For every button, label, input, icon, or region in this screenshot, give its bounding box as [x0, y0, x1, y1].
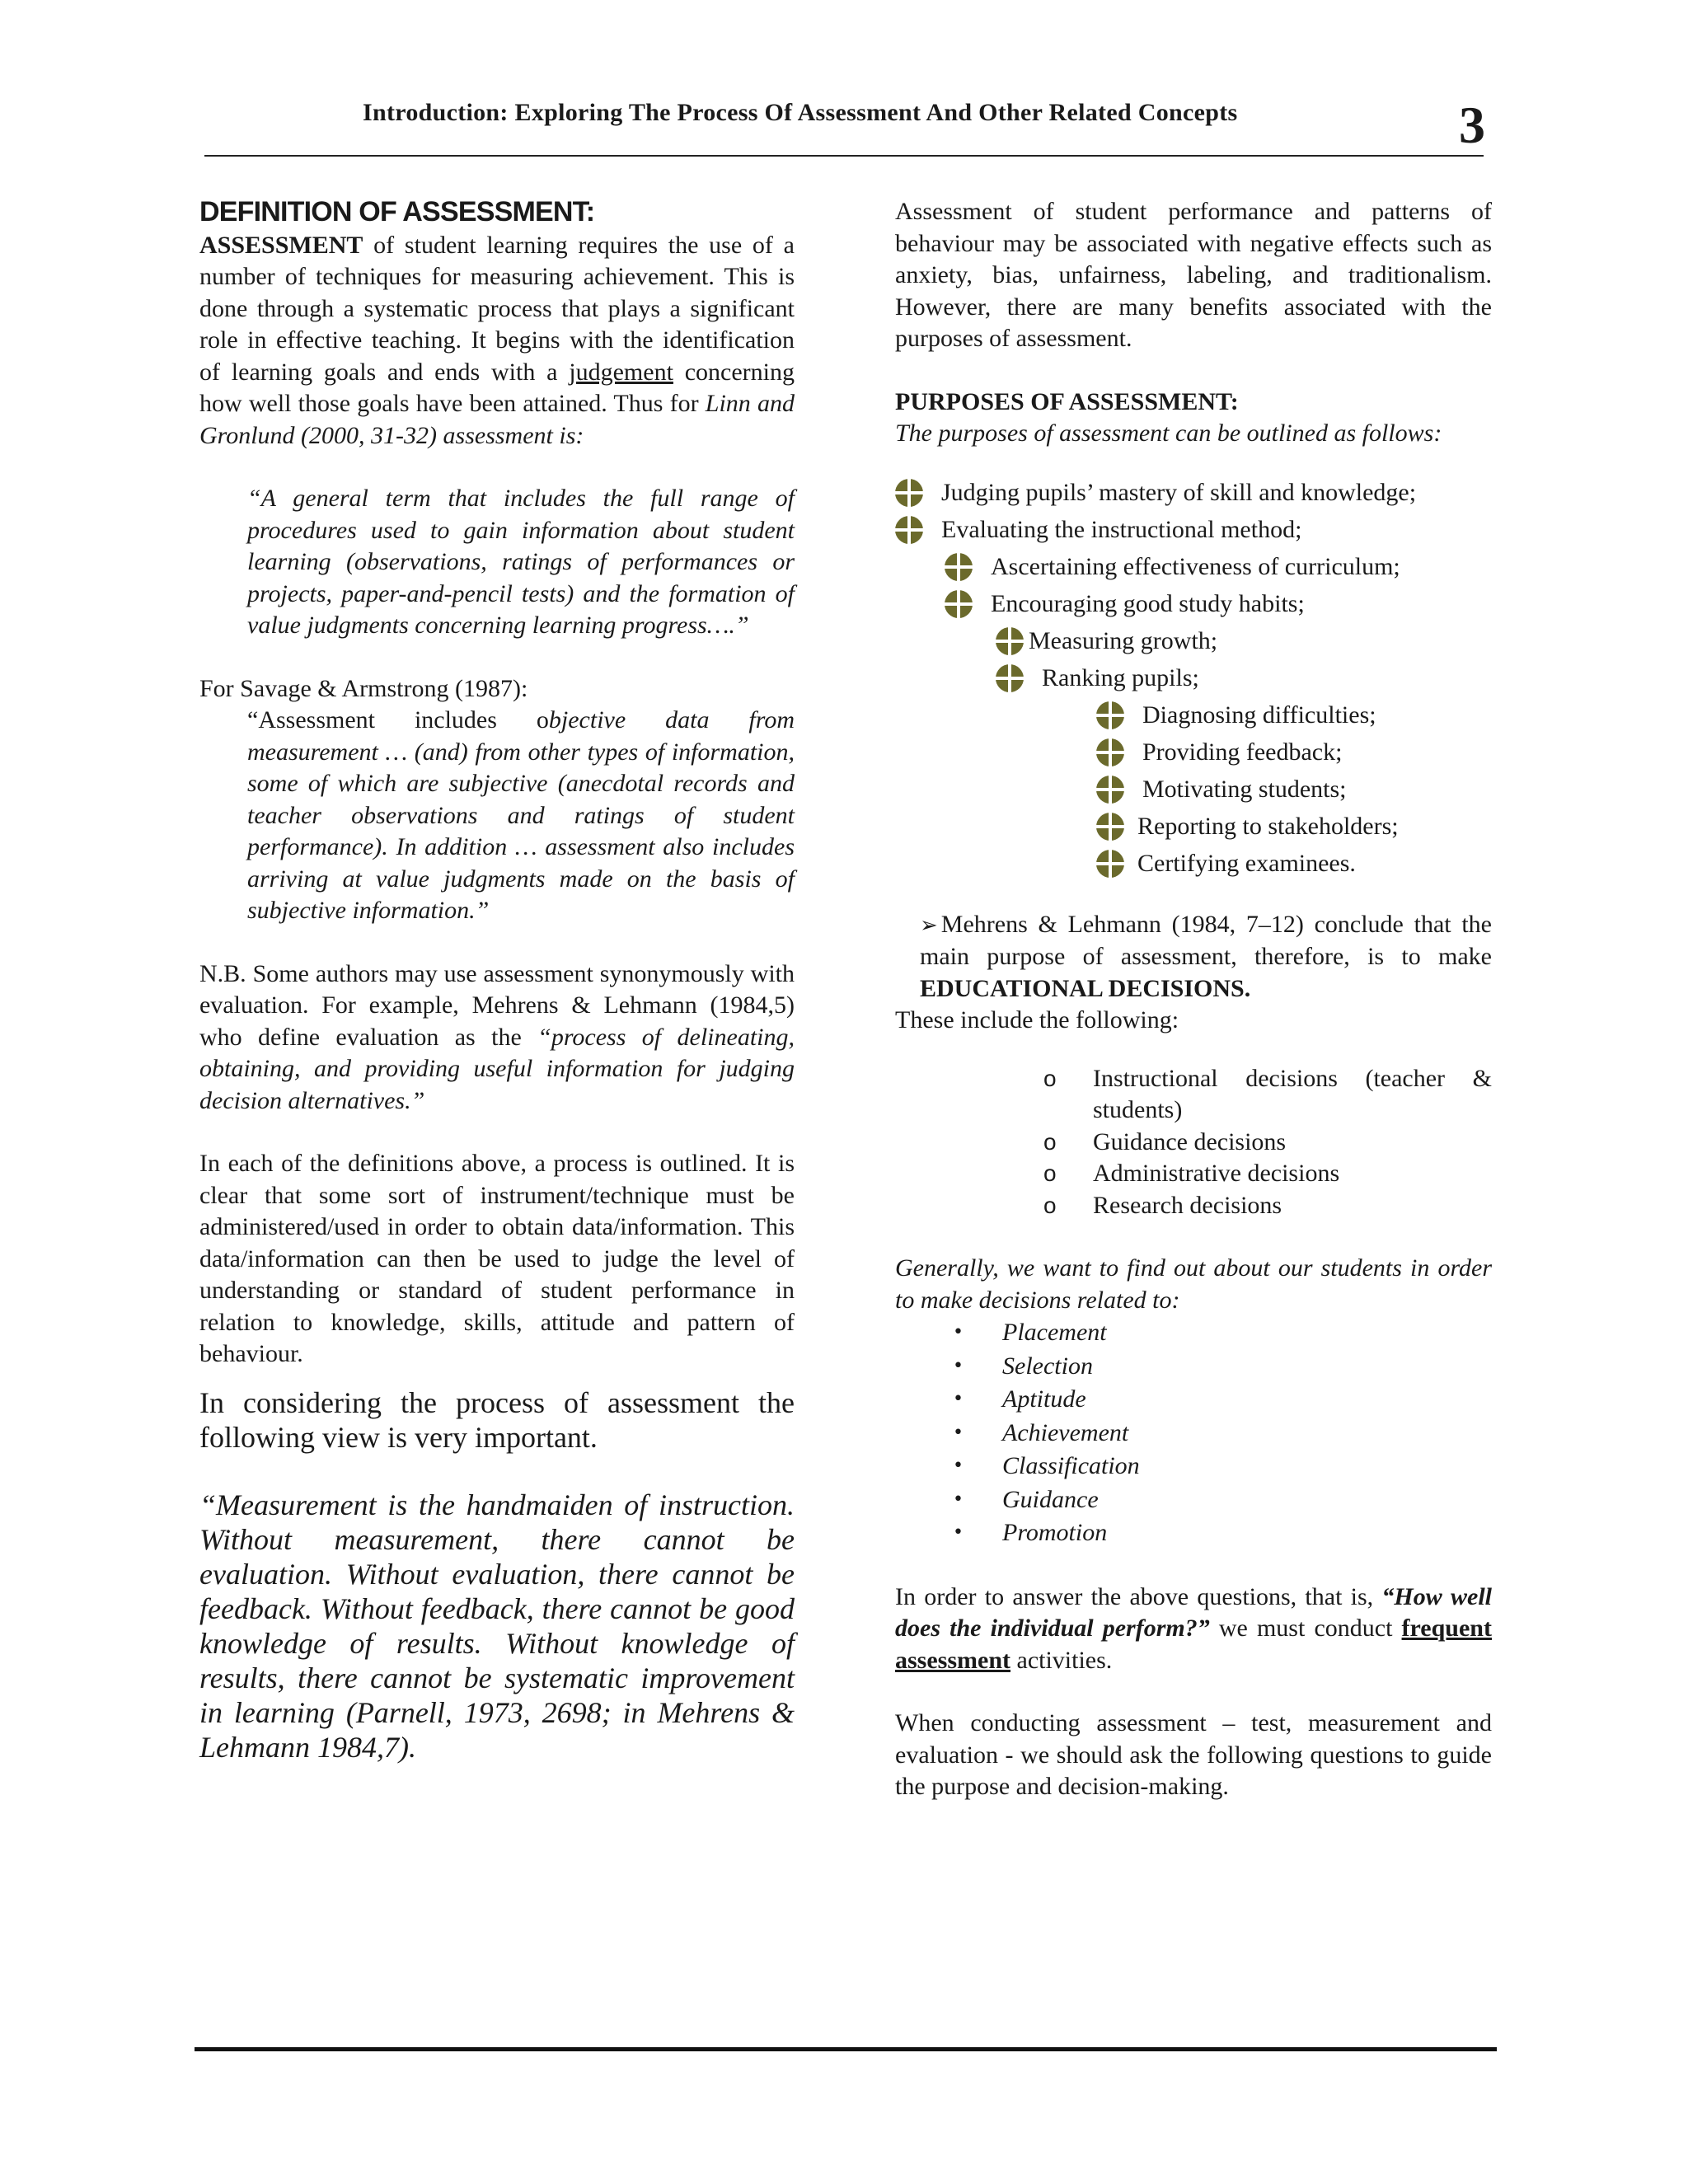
list-item	[945, 586, 1492, 623]
list-item	[1096, 808, 1492, 846]
dot-bullet-icon: •	[953, 1422, 964, 1443]
answer-text: In order to answer the above questions, that is,	[895, 1582, 1382, 1610]
purpose-text: Certifying examinees.	[1137, 849, 1356, 877]
clover-bullet-icon	[895, 516, 923, 544]
dot-bullet-icon: •	[953, 1488, 964, 1510]
list-item	[945, 549, 1492, 586]
definition-text-2: concerning how well those goals have been attained. Thus for	[199, 358, 795, 417]
list-item	[953, 1450, 1492, 1483]
list-item	[953, 1383, 1492, 1417]
answer-paragraph	[895, 1582, 1492, 1677]
measurement-quote: “Measurement is the handmaiden of instruction. Without measurement, there cannot be evaluation. Without evaluation, there cannot be feedback. Without feedback, there cannot be good knowledge of results. Without knowledge of results, there cannot be systematic improvement in learning (Parnell, 1973, 2698; in Mehrens & Lehmann 1984,7).	[199, 1488, 795, 1764]
list-item	[1096, 771, 1492, 808]
left-column	[199, 196, 795, 1765]
purposes-list	[895, 475, 1492, 883]
considering-paragraph: In considering the process of assessment the following view is very important.	[199, 1385, 795, 1454]
dot-bullet-icon: •	[953, 1389, 964, 1409]
educational-decisions: EDUCATIONAL DECISIONS.	[920, 974, 1251, 1002]
circle-bullet-icon: o	[1043, 1128, 1057, 1155]
linn-citation: Linn and Gronlund (2000, 31-32) assessment is:	[199, 390, 795, 449]
purpose-text: Ranking pupils;	[1042, 663, 1199, 691]
savage-intro: For Savage & Armstrong (1987):	[199, 674, 528, 702]
clover-bullet-icon	[1096, 701, 1124, 729]
purpose-text: Providing feedback;	[1142, 738, 1343, 766]
list-item	[953, 1316, 1492, 1350]
clover-bullet-icon	[1096, 738, 1124, 766]
conducting-paragraph: When conducting assessment – test, measurement and evaluation - we should ask the following questions to guide the purpose and decision-making.	[895, 1709, 1492, 1800]
include-text: These include the following:	[895, 1006, 1179, 1033]
definition-text: of student learning requires the use of a number of techniques for measuring achievement. This is done through a systematic process that plays a significant role in effective teaching. It begins with the identification of learning goals and ends with a	[199, 231, 795, 386]
nb-definition-quote: “process of delineating, obtaining, and providing useful information for judging decision alternatives.”	[199, 1023, 795, 1114]
decision-text: Research decisions	[1093, 1191, 1282, 1219]
clover-bullet-icon	[895, 479, 923, 507]
savage-quote-body: bjective data from measurement … (and) from other types of information, some of which are subjective (anecdotal records and teacher observations and ratings of student performance). In addition … assessment also includes arriving at value judgments made on the basis of subjective information.”	[247, 706, 795, 924]
decision-text: Guidance decisions	[1093, 1127, 1287, 1155]
circle-bullet-icon: o	[1043, 1160, 1057, 1186]
area-text: Classification	[1002, 1452, 1140, 1479]
list-item	[895, 512, 1492, 549]
purpose-text: Evaluating the instructional method;	[941, 515, 1302, 543]
assessment-term: ASSESSMENT	[199, 231, 363, 259]
purpose-text: Encouraging good study habits;	[991, 589, 1305, 617]
list-item	[953, 1417, 1492, 1451]
page-number: 3	[1459, 96, 1485, 154]
list-item	[996, 660, 1492, 697]
negative-effects-paragraph: Assessment of student performance and patterns of behaviour may be associated with negative effects such as anxiety, bias, unfairness, labeling, and traditionalism. However, there are many benefits associated with the purposes of assessment.	[895, 198, 1492, 352]
area-text: Selection	[1002, 1352, 1093, 1380]
linn-quote: “A general term that includes the full range of procedures used to gain information about student learning (observations, ratings of performances or projects, paper-and-pencil tests) and the formation of value judgments concerning learning progress….”	[247, 485, 795, 639]
definition-paragraph	[199, 230, 795, 452]
definition-heading: DEFINITION OF ASSESSMENT:	[199, 196, 595, 227]
footer-rule	[195, 2047, 1497, 2051]
list-item	[1043, 1063, 1492, 1127]
purpose-text: Ascertaining effectiveness of curriculum;	[991, 552, 1400, 580]
list-item	[1096, 734, 1492, 771]
area-text: Placement	[1002, 1319, 1107, 1346]
dot-bullet-icon: •	[953, 1355, 964, 1376]
purpose-text: Reporting to stakeholders;	[1137, 812, 1399, 840]
clover-bullet-icon	[1096, 776, 1124, 804]
dot-bullet-icon: •	[953, 1522, 964, 1543]
purpose-text: Diagnosing difficulties;	[1142, 701, 1376, 729]
list-item	[953, 1483, 1492, 1517]
list-item	[1043, 1127, 1492, 1159]
savage-quote-start: “Assessment includes o	[247, 706, 549, 733]
area-text: Achievement	[1002, 1418, 1129, 1446]
judgement-term: judgement	[569, 358, 673, 386]
answer-text-3: activities.	[1010, 1646, 1113, 1674]
purpose-text: Motivating students;	[1142, 775, 1347, 803]
decision-types-list	[1043, 1063, 1492, 1222]
arrow-bullet-icon: ➢	[920, 912, 938, 938]
decision-text: Administrative decisions	[1093, 1160, 1340, 1187]
running-header-title: Introduction: Exploring The Process Of Assessment And Other Related Concepts	[363, 99, 1238, 126]
dot-bullet-icon: •	[953, 1455, 964, 1476]
decision-text: Instructional decisions (teacher & students)	[1093, 1064, 1492, 1123]
area-text: Guidance	[1002, 1485, 1099, 1513]
purposes-heading: PURPOSES OF ASSESSMENT:	[895, 387, 1239, 415]
clover-bullet-icon	[996, 627, 1024, 655]
circle-bullet-icon: o	[1043, 1192, 1057, 1218]
how-well-question: “How well does the individual perform?”	[895, 1582, 1492, 1642]
decision-areas-list	[953, 1316, 1492, 1550]
area-text: Aptitude	[1002, 1385, 1086, 1413]
nb-text: N.B. Some authors may use assessment synonymously with evaluation. For example, Mehrens & Lehmann (1984,5) who define evaluation as the	[199, 959, 795, 1051]
header-rule	[204, 155, 1484, 157]
area-text: Promotion	[1002, 1519, 1108, 1546]
purpose-text: Measuring growth;	[1029, 626, 1218, 654]
list-item	[1096, 846, 1492, 883]
frequent-assessment: frequent assessment	[895, 1615, 1492, 1674]
conclusion-paragraph	[920, 909, 1492, 1005]
answer-text-2: we must conduct	[1209, 1615, 1402, 1642]
list-item	[1096, 697, 1492, 734]
list-item	[1043, 1190, 1492, 1222]
circle-bullet-icon: o	[1043, 1065, 1057, 1091]
list-item	[996, 623, 1492, 660]
generally-paragraph: Generally, we want to find out about our students in order to make decisions related to:	[895, 1254, 1492, 1314]
clover-bullet-icon	[1096, 813, 1124, 841]
clover-bullet-icon	[945, 590, 973, 618]
dot-bullet-icon: •	[953, 1322, 964, 1343]
conclusion-text: Mehrens & Lehmann (1984, 7–12) conclude that the main purpose of assessment, therefore, is to make	[920, 910, 1492, 970]
list-item	[895, 475, 1492, 512]
clover-bullet-icon	[945, 553, 973, 581]
clover-bullet-icon	[996, 664, 1024, 692]
list-item	[953, 1350, 1492, 1384]
right-column	[895, 196, 1492, 1803]
process-paragraph: In each of the definitions above, a process is outlined. It is clear that some sort of instrument/technique must be administered/used in order to obtain data/information. This data/information can then be used to judge the level of understanding or standard of student performance in relation to knowledge, skills, attitude and pattern of behaviour.	[199, 1150, 795, 1367]
purpose-text: Judging pupils’ mastery of skill and knowledge;	[941, 478, 1417, 506]
savage-quote	[247, 705, 795, 927]
clover-bullet-icon	[1096, 850, 1124, 878]
list-item	[1043, 1158, 1492, 1190]
nb-paragraph	[199, 958, 795, 1118]
purposes-intro: The purposes of assessment can be outlined as follows:	[895, 419, 1442, 447]
list-item	[953, 1516, 1492, 1550]
